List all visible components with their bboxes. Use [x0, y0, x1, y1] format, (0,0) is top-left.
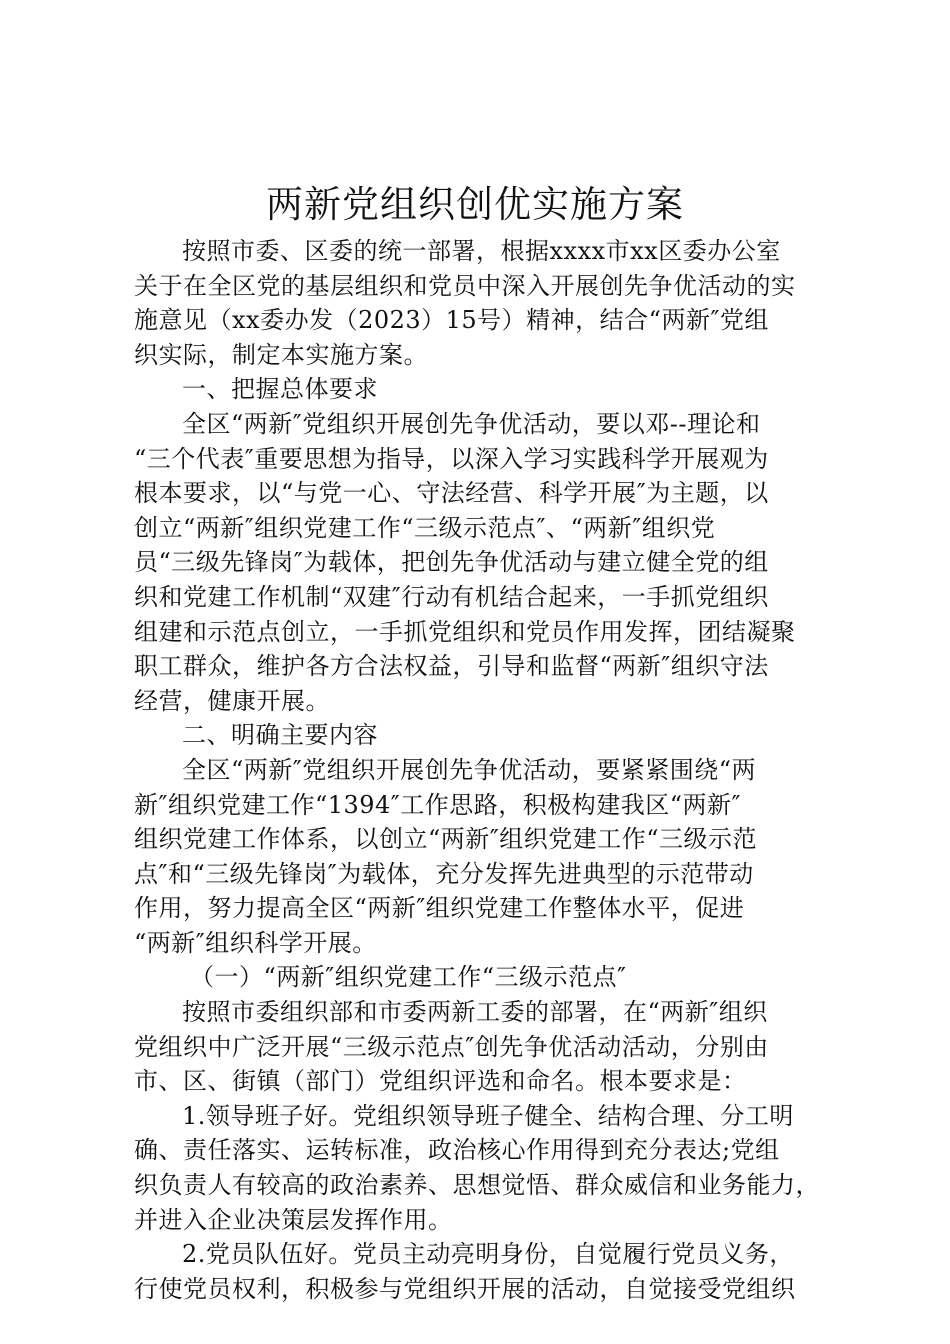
text-line: 织负责人有较高的政治素养、思想觉悟、群众威信和业务能力， — [134, 1171, 820, 1200]
text-line: 1.领导班子好。党组织领导班子健全、结构合理、分工明 — [182, 1101, 794, 1130]
subsection-heading: （一）“两新″组织党建工作“三级示范点″ — [190, 963, 627, 992]
text-line: 新″组织党建工作“1394″工作思路，积极构建我区“两新″ — [134, 790, 742, 819]
text-line: 并进入企业决策层发挥作用。 — [134, 1205, 453, 1234]
text-line: “三个代表″重要思想为指导，以深入学习实践科学开展观为 — [134, 444, 769, 473]
text-line: 全区“两新″党组织开展创先争优活动，要紧紧围绕“两 — [182, 755, 757, 784]
text-line: 点″和“三级先锋岗″为载体，充分发挥先进典型的示范带动 — [134, 859, 754, 888]
text-line: 按照市委组织部和市委两新工委的部署，在“两新″组织 — [182, 998, 768, 1027]
text-line: 市、区、街镇（部门）党组织评选和命名。根本要求是： — [134, 1067, 747, 1096]
text-line: 按照市委、区委的统一部署，根据xxxx市xx区委办公室 — [182, 237, 781, 265]
text-line: 2.党员队伍好。党员主动亮明身份，自觉履行党员义务， — [182, 1240, 794, 1269]
section-heading: 二、明确主要内容 — [182, 721, 378, 750]
text-line: 行使党员权利，积极参与党组织开展的活动，自觉接受党组织 — [134, 1274, 796, 1303]
text-line: 组织党建工作体系，以创立“两新″组织党建工作“三级示范 — [134, 825, 758, 854]
text-line: 员“三级先锋岗″为载体，把创先争优活动与建立健全党的组 — [134, 548, 769, 577]
text-line: 确、责任落实、运转标准，政治核心作用得到充分表达;党组 — [134, 1136, 780, 1165]
text-line: 经营，健康开展。 — [134, 686, 330, 715]
text-line: 全区“两新″党组织开展创先争优活动，要以邓--理论和 — [182, 409, 761, 438]
text-line: 职工群众，维护各方合法权益，引导和监督“两新″组织守法 — [134, 652, 769, 681]
text-line: 根本要求，以“与党一心、守法经营、科学开展″为主题，以 — [134, 479, 769, 508]
section-heading: 一、把握总体要求 — [182, 375, 378, 404]
text-line: 织实际，制定本实施方案。 — [134, 340, 428, 369]
text-line: 作用，努力提高全区“两新″组织党建工作整体水平，促进 — [134, 894, 745, 923]
text-line: 创立“两新″组织党建工作“三级示范点″、“两新″组织党 — [134, 513, 716, 542]
text-line: 党组织中广泛开展“三级示范点″创先争优活动活动，分别由 — [134, 1032, 769, 1061]
text-line: 组建和示范点创立，一手抓党组织和党员作用发挥，团结凝聚 — [134, 617, 796, 646]
text-line: “两新″组织科学开展。 — [134, 928, 377, 957]
document-title: 两新党组织创优实施方案 — [266, 183, 684, 226]
document-body — [134, 234, 834, 1306]
text-line: 织和党建工作机制“双建″行动有机结合起来，一手抓党组织 — [134, 582, 769, 611]
text-line: 施意见（xx委办发（2023）15号）精神，结合“两新″党组 — [134, 306, 769, 335]
text-line: 关于在全区党的基层组织和党员中深入开展创先争优活动的实 — [134, 271, 796, 300]
